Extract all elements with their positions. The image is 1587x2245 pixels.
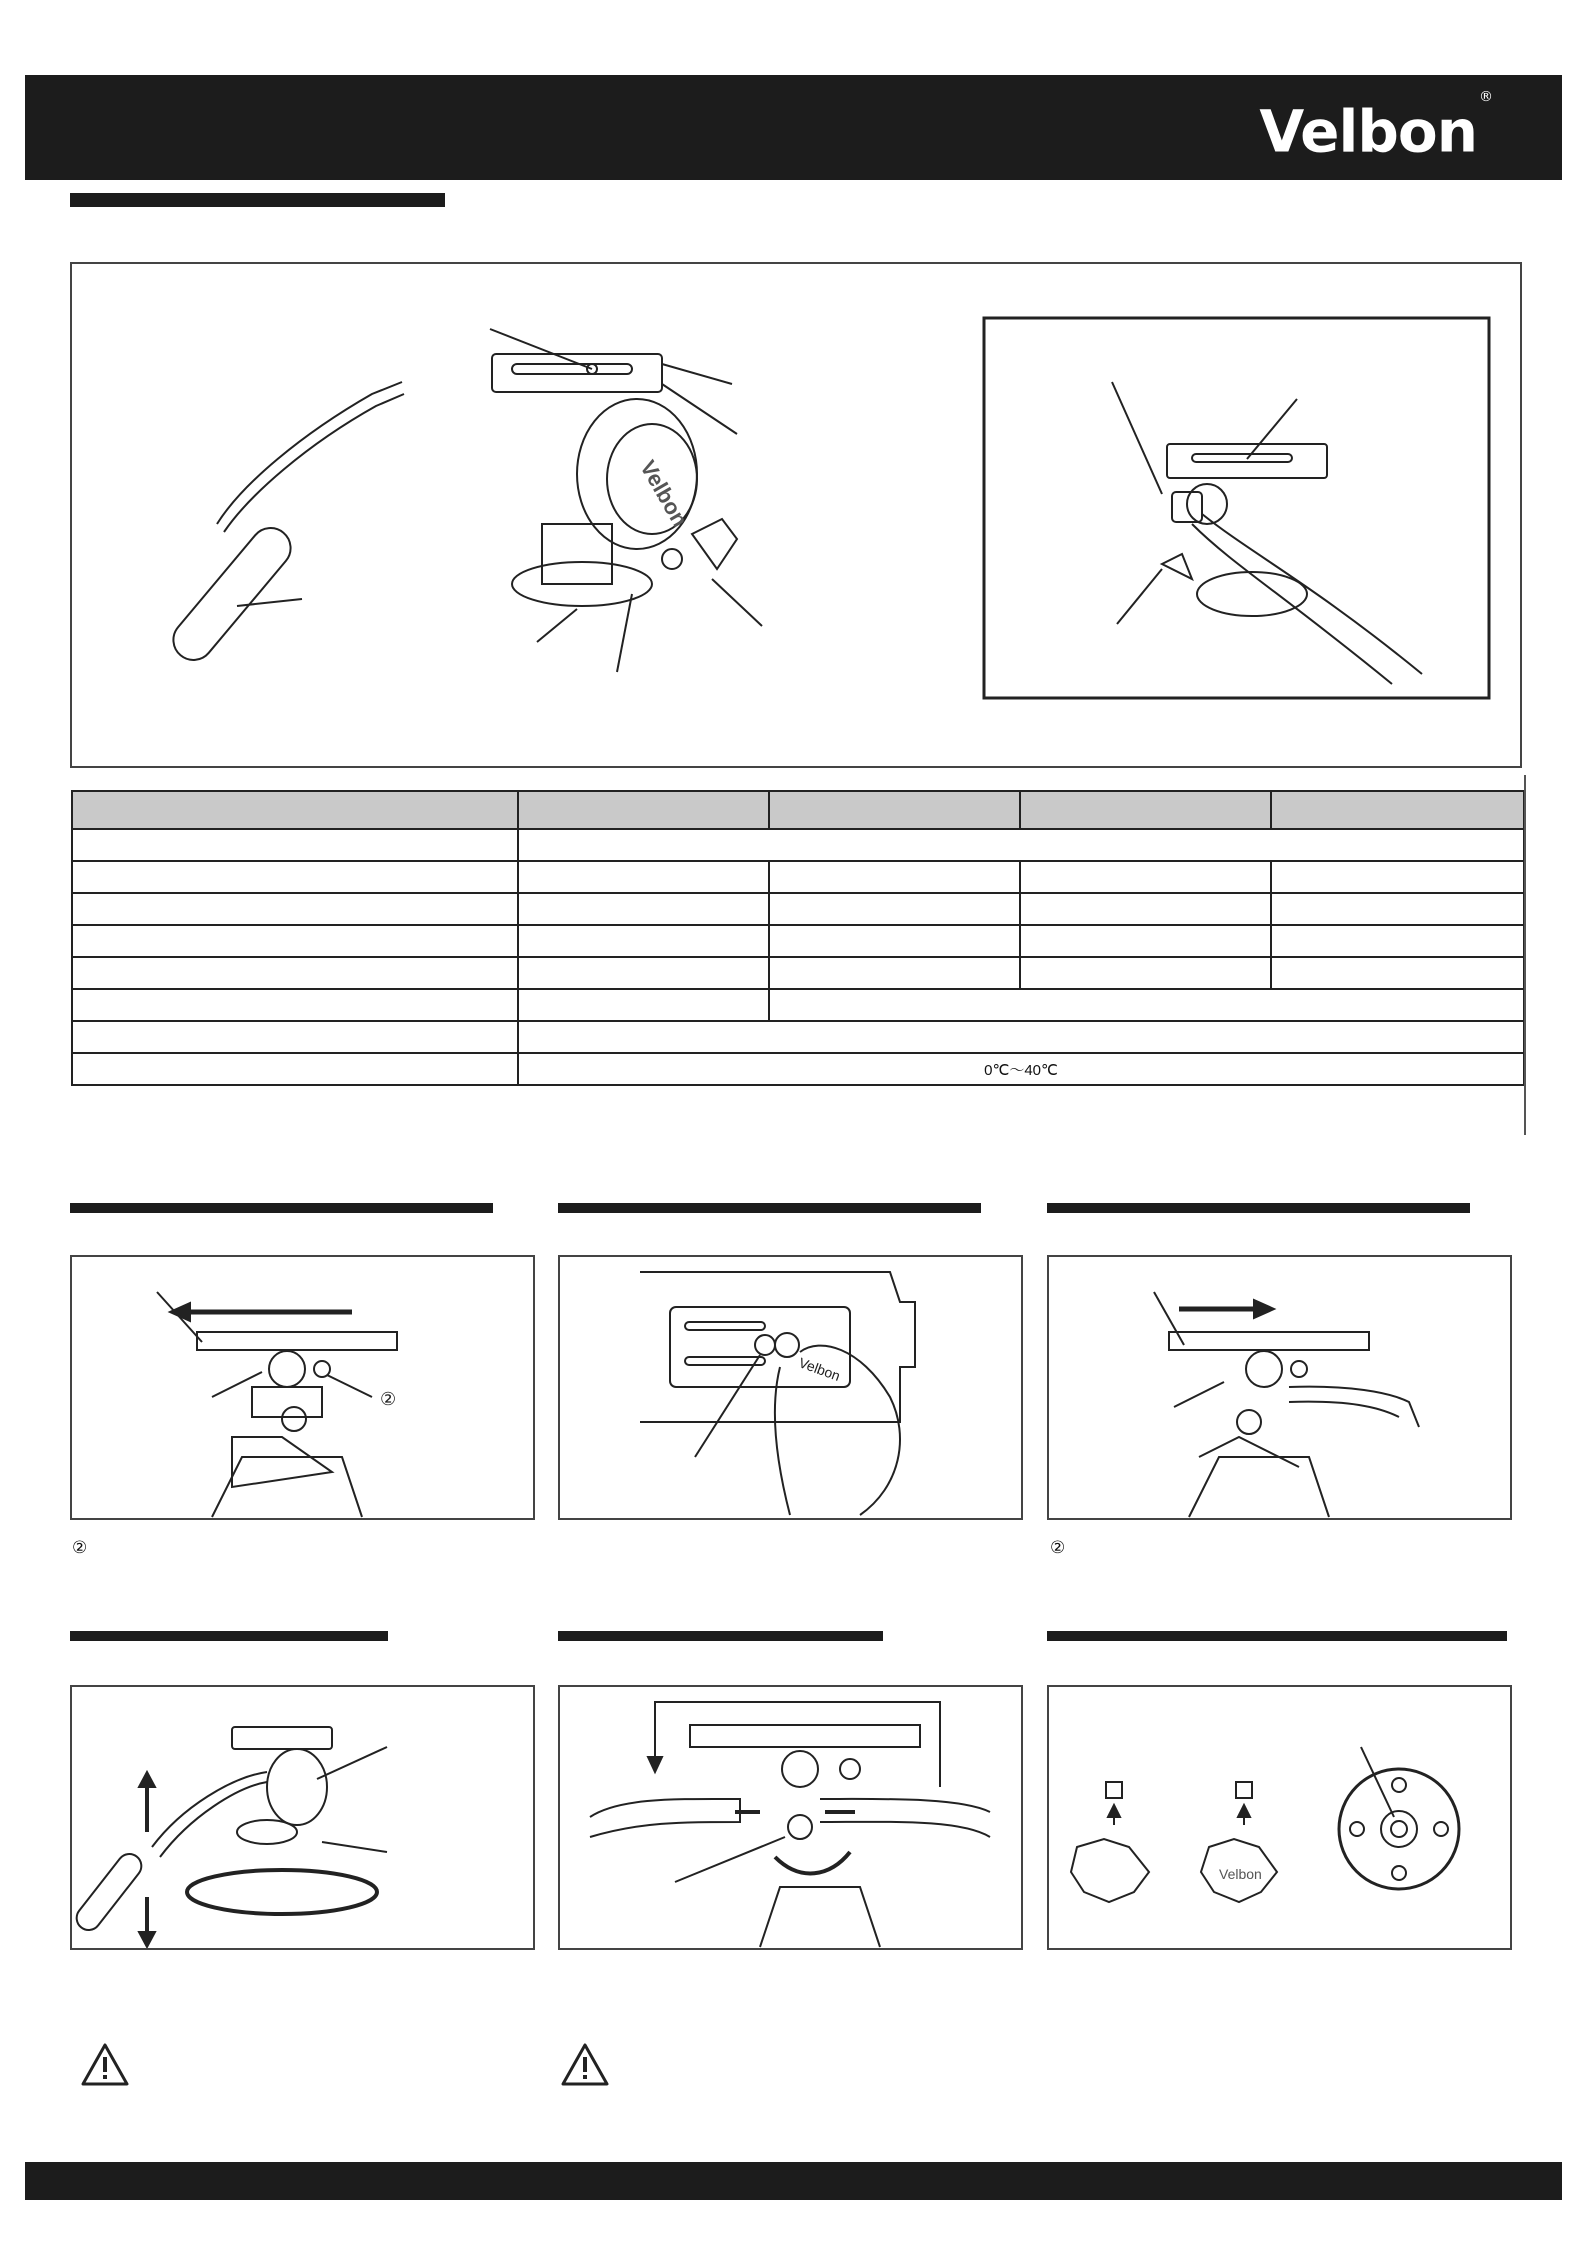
spec-label	[72, 893, 518, 925]
section-bar	[70, 1203, 493, 1213]
spec-value	[769, 861, 1020, 893]
spec-value	[518, 861, 769, 893]
spec-value	[1271, 893, 1524, 925]
step-plate-screw-frame	[558, 1255, 1023, 1520]
spec-header-cell	[769, 791, 1020, 829]
note-circled-two-left: ②	[72, 1538, 88, 1557]
footer-bar	[25, 2162, 1562, 2200]
brand-name: Velbon	[1259, 97, 1477, 166]
tilt-lock-knob	[692, 519, 737, 569]
tripod-head-diagram	[72, 264, 1520, 766]
table-row	[72, 957, 1524, 989]
spec-value	[518, 957, 769, 989]
callout-two: ②	[380, 1389, 397, 1409]
step-adapter-screw-frame	[1047, 1685, 1512, 1950]
spec-value	[769, 925, 1020, 957]
step-remove-plate-frame	[1047, 1255, 1512, 1520]
spec-value: 0℃～40℃	[518, 1053, 1524, 1085]
pan-handle-arm	[217, 382, 402, 524]
inset-frame	[984, 318, 1489, 698]
spec-header-row	[72, 791, 1524, 829]
spec-value	[1271, 861, 1524, 893]
head-logo: Velbon	[635, 456, 693, 531]
title-bar	[70, 193, 445, 207]
spec-value	[1020, 925, 1271, 957]
spec-value	[518, 893, 769, 925]
adapter-logo-text: Velbon	[1219, 1866, 1262, 1882]
step-attach-plate-frame	[70, 1255, 535, 1520]
step-handle-reverse-frame	[558, 1685, 1023, 1950]
spec-value	[769, 989, 1524, 1021]
main-diagram-frame	[70, 262, 1522, 768]
head-body	[577, 399, 697, 549]
spec-label	[72, 925, 518, 957]
spec-label	[72, 1053, 518, 1085]
page-rule	[1524, 775, 1526, 1135]
table-row	[72, 1053, 1524, 1085]
table-row	[72, 1021, 1524, 1053]
spec-value	[1271, 957, 1524, 989]
inset-diagram	[1112, 382, 1422, 684]
spec-value	[518, 925, 769, 957]
spec-value	[1020, 861, 1271, 893]
brand-logo	[1259, 89, 1492, 166]
spec-value	[518, 989, 769, 1021]
section-bar	[70, 1631, 388, 1641]
header-bar	[25, 75, 1562, 180]
spec-value	[518, 1021, 1524, 1053]
spec-value	[1020, 957, 1271, 989]
plate-logo-text: Velbon	[796, 1354, 843, 1384]
table-row	[72, 893, 1524, 925]
section-bar	[558, 1631, 883, 1641]
warning-triangle-icon	[80, 2042, 130, 2087]
spec-value	[769, 893, 1020, 925]
table-row	[72, 925, 1524, 957]
spec-label	[72, 989, 518, 1021]
section-bar	[1047, 1203, 1470, 1213]
table-row	[72, 829, 1524, 861]
section-bar	[1047, 1631, 1507, 1641]
spec-value	[518, 829, 1524, 861]
step-pan-tilt-frame	[70, 1685, 535, 1950]
spec-label	[72, 957, 518, 989]
table-row	[72, 861, 1524, 893]
spec-header-cell	[1271, 791, 1524, 829]
spec-header-cell	[1020, 791, 1271, 829]
spec-value	[769, 957, 1020, 989]
spec-header-cell	[518, 791, 769, 829]
spec-value	[1020, 893, 1271, 925]
handle-grip	[165, 520, 298, 668]
table-row	[72, 989, 1524, 1021]
note-circled-two-right: ②	[1050, 1538, 1066, 1557]
spec-header-cell	[72, 791, 518, 829]
registered-mark: ®	[1479, 89, 1492, 105]
spec-label	[72, 1021, 518, 1053]
warning-triangle-icon	[560, 2042, 610, 2087]
spec-table	[71, 790, 1525, 1086]
spec-label	[72, 829, 518, 861]
spec-value	[1271, 925, 1524, 957]
spec-label	[72, 861, 518, 893]
section-bar	[558, 1203, 981, 1213]
